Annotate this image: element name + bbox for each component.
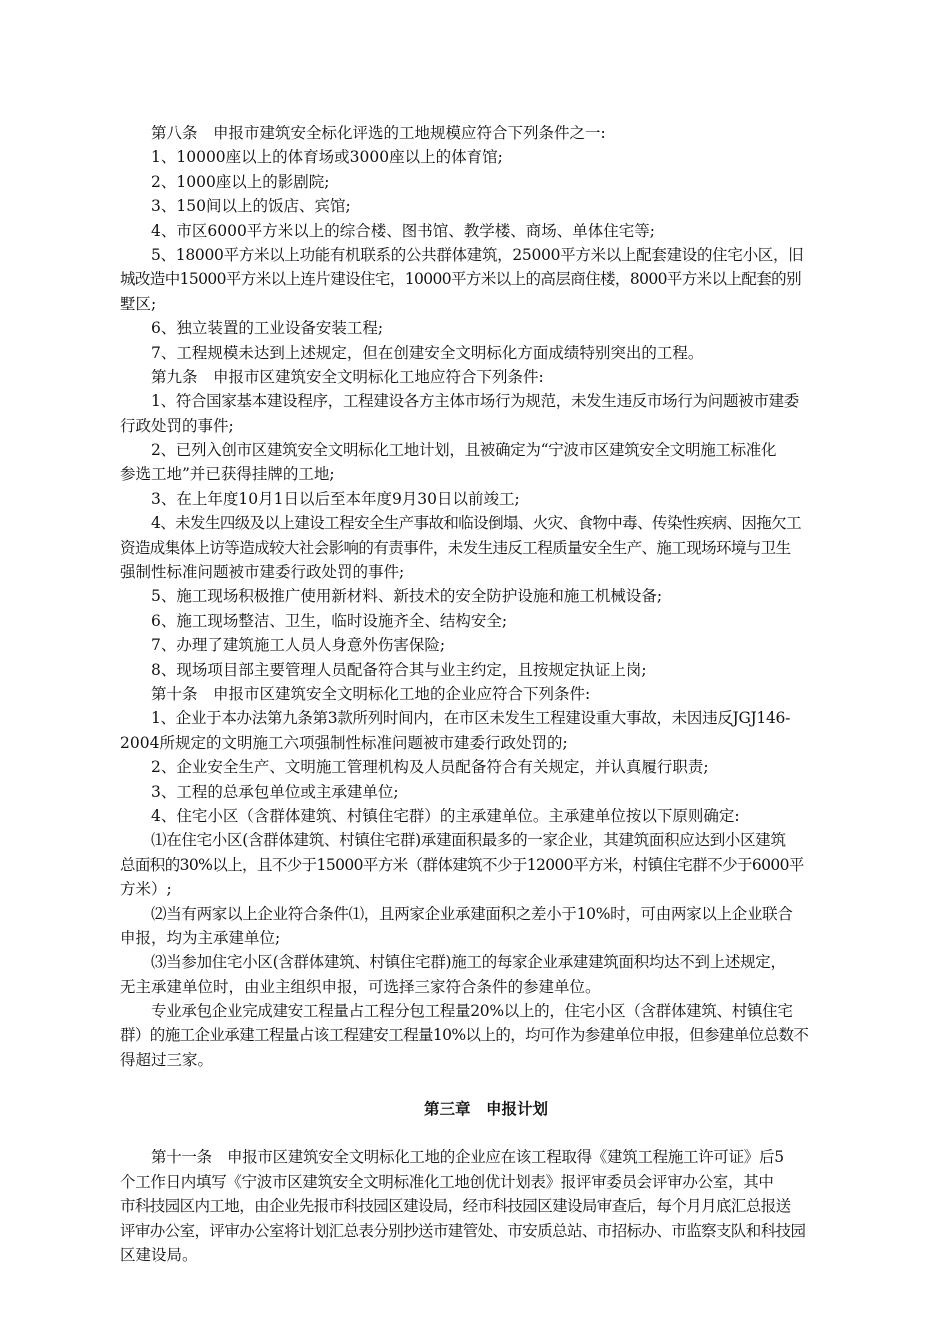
article-9-item-1-line-1: 1、符合国家基本建设程序，工程建设各方主体市场行为规范，未发生违反市场行为问题被市建委 — [151, 392, 799, 411]
article-10-heading: 第十条 申报市区建筑安全文明标化工地的企业应符合下列条件: — [151, 684, 591, 703]
article-9-item-5: 5、施工现场积极推广使用新材料、新技术的安全防护设施和施工机械设备; — [151, 587, 663, 606]
article-8-item-2: 2、1000座以上的影剧院; — [151, 172, 330, 191]
article-10-item-1-line-2: 2004所规定的文明施工六项强制性标准问题被市建委行政处罚的; — [120, 733, 568, 752]
article-9-item-3: 3、在上年度10月1日以后至本年度9月30日以前竣工; — [151, 489, 520, 508]
article-9-item-8: 8、现场项目部主要管理人员配备符合其与业主约定，且按规定执证上岗; — [151, 660, 647, 679]
article-11-line-4: 评审办公室，评审办公室将计划汇总表分别抄送市建管处、市安质总站、市招标办、市监察支队和科技园 — [120, 1221, 806, 1240]
spacer — [120, 1072, 852, 1096]
article-10-clause-1-line-3: 方米）; — [120, 880, 172, 899]
article-11-line-2: 个工作日内填写《宁波市区建筑安全文明标准化工地创优计划表》报评审委员会评审办公室，其中 — [120, 1172, 774, 1191]
article-9-item-4-line-1: 4、未发生四级及以上建设工程安全生产事故和临设倒塌、火灾、食物中毒、传染性疾病、因拖欠工 — [151, 514, 801, 533]
article-10-item-4: 4、住宅小区（含群体建筑、村镇住宅群）的主承建单位。主承建单位按以下原则确定: — [151, 806, 740, 825]
article-10-clause-3-line-2: 无主承建单位时，由业主组织申报，可选择三家符合条件的参建单位。 — [120, 977, 601, 996]
article-8-heading: 第八条 申报市建筑安全标化评选的工地规模应符合下列条件之一: — [151, 124, 606, 142]
article-11-line-5: 区建设局。 — [120, 1245, 198, 1264]
article-11-line-1: 第十一条 申报市区建筑安全文明标化工地的企业应在该工程取得《建筑工程施工许可证》后5 — [151, 1148, 784, 1167]
article-11-line-3: 市科技园区内工地，由企业先报市科技园区建设局，经市科技园区建设局审查后，每个月月底汇总报送 — [120, 1197, 791, 1216]
article-10-clause-2-line-1: ⑵当有两家以上企业符合条件⑴，且两家企业承建面积之差小于10%时，可由两家以上企业联合 — [151, 904, 793, 923]
chapter-3-title: 第三章 申报计划 — [423, 1099, 548, 1118]
article-8-item-5-line-3: 墅区; — [120, 294, 157, 313]
article-10-clause-1-line-2: 总面积的30%以上，且不少于15000平方米（群体建筑不少于12000平方米，村镇住宅群不少于6000平 — [120, 855, 804, 874]
article-8-item-4: 4、市区6000平方米以上的综合楼、图书馆、教学楼、商场、单体住宅等; — [151, 221, 656, 240]
article-8-item-1: 1、10000座以上的体育场或3000座以上的体育馆; — [151, 148, 503, 167]
article-9-item-4-line-2: 资造成集体上访等造成较大社会影响的有责事件，未发生违反工程质量安全生产、施工现场环境与卫生 — [120, 538, 791, 557]
document-body — [120, 121, 852, 1267]
article-10-item-2: 2、企业安全生产、文明施工管理机构及人员配备符合有关规定，并认真履行职责; — [151, 758, 709, 777]
article-9-heading: 第九条 申报市区建筑安全文明标化工地应符合下列条件: — [151, 367, 544, 386]
article-9-item-6: 6、施工现场整洁、卫生，临时设施齐全、结构安全; — [151, 611, 508, 630]
article-10-item-3: 3、工程的总承包单位或主承建单位; — [151, 782, 399, 801]
article-10-clause-2-line-2: 申报，均为主承建单位; — [120, 928, 281, 947]
article-8-item-7: 7、工程规模未达到上述规定，但在创建安全文明标化方面成绩特别突出的工程。 — [151, 343, 704, 362]
article-10-note-line-1: 专业承包企业完成建安工程量占工程分包工程量20%以上的，住宅小区（含群体建筑、村镇住宅 — [151, 1002, 793, 1021]
article-9-item-4-line-3: 强制性标准问题被市建委行政处罚的事件; — [120, 563, 405, 582]
article-10-item-1-line-1: 1、企业于本办法第九条第3款所列时间内，在市区未发生工程建设重大事故，未因违反JGJ146- — [151, 709, 791, 728]
article-10-note-line-3: 得超过三家。 — [120, 1050, 214, 1069]
article-9-item-2-line-2: 参选工地”并已获得挂牌的工地; — [120, 465, 335, 484]
article-8-item-3: 3、150间以上的饭店、宾馆; — [151, 197, 351, 216]
article-9-item-7: 7、办理了建筑施工人员人身意外伤害保险; — [151, 636, 446, 655]
spacer — [120, 1121, 852, 1145]
article-10-clause-3-line-1: ⑶当参加住宅小区(含群体建筑、村镇住宅群)施工的每家企业承建建筑面积均达不到上述规定， — [151, 953, 786, 972]
article-9-item-2-line-1: 2、已列入创市区建筑安全文明标化工地计划，且被确定为“宁波市区建筑安全文明施工标准化 — [151, 441, 777, 460]
article-8-item-5-line-1: 5、18000平方米以上功能有机联系的公共群体建筑，25000平方米以上配套建设的住宅小区，旧 — [151, 245, 804, 264]
article-9-item-1-line-2: 行政处罚的事件; — [120, 416, 234, 435]
article-10-clause-1-line-1: ⑴在住宅小区(含群体建筑、村镇住宅群)承建面积最多的一家企业，其建筑面积应达到小区建筑 — [151, 831, 786, 850]
article-8-item-5-line-2: 城改造中15000平方米以上连片建设住宅，10000平方米以上的高层商住楼，8000平方米以上配套的别 — [120, 270, 801, 289]
article-8-item-6: 6、独立装置的工业设备安装工程; — [151, 319, 384, 338]
article-10-note-line-2: 群）的施工企业承建工程量占该工程建安工程量10%以上的，均可作为参建单位申报，但参建单位总数不 — [120, 1026, 809, 1045]
